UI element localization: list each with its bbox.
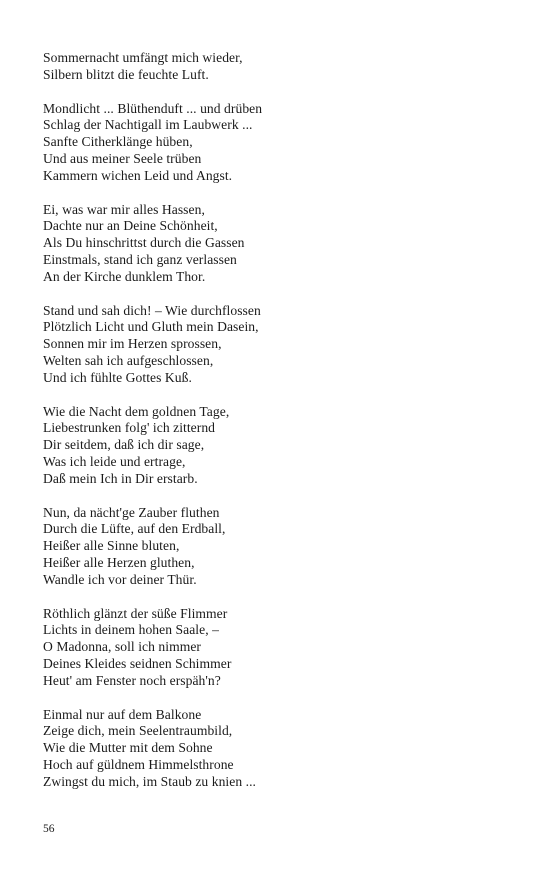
poem-line: Zwingst du mich, im Staub zu knien ...: [43, 773, 256, 789]
poem-line: Daß mein Ich in Dir erstarb.: [43, 470, 198, 486]
poem-line: Lichts in deinem hohen Saale, –: [43, 622, 219, 638]
poem-line: Silbern blitzt die feuchte Luft.: [43, 66, 209, 82]
poem-line: Durch die Lüfte, auf den Erdball,: [43, 521, 226, 537]
poem-line: Was ich leide und ertrage,: [43, 453, 186, 469]
poem-line: Liebestrunken folg' ich zitternd: [43, 420, 216, 436]
poem-line: Nun, da nächt'ge Zauber fluthen: [43, 504, 220, 520]
poem-line: Plötzlich Licht und Gluth mein Dasein,: [43, 319, 259, 335]
poem-line: Ei, was war mir alles Hassen,: [43, 201, 205, 217]
stanza-2: [43, 101, 513, 185]
poem-line: O Madonna, soll ich nimmer: [43, 639, 201, 655]
poem-line: Sonnen mir im Herzen sprossen,: [43, 336, 222, 352]
poem-line: Sommernacht umfängt mich wieder,: [43, 50, 243, 65]
poem-line: Heißer alle Sinne bluten,: [43, 538, 180, 554]
stanza-1: [43, 50, 513, 84]
poem-line: Und aus meiner Seele trüben: [43, 150, 202, 166]
stanza-4: [43, 303, 513, 387]
poem-line: Deines Kleides seidnen Schimmer: [43, 655, 232, 671]
poem-line: Wandle ich vor deiner Thür.: [43, 571, 197, 587]
poem-line: Als Du hinschrittst durch die Gassen: [43, 235, 245, 251]
stanza-5: [43, 404, 513, 488]
poem-line: Hoch auf güldnem Himmelsthrone: [43, 756, 234, 772]
stanza-6: [43, 505, 513, 589]
stanza-8: [43, 707, 513, 791]
poem-line: Einmal nur auf dem Balkone: [43, 706, 202, 722]
stanza-3: [43, 202, 513, 286]
poem-line: Röthlich glänzt der süße Flimmer: [43, 605, 228, 621]
poem-line: Schlag der Nachtigall im Laubwerk ...: [43, 117, 253, 133]
page-number: 56: [43, 823, 55, 835]
poem-line: Dir seitdem, daß ich dir sage,: [43, 437, 205, 453]
poem-line: Wie die Mutter mit dem Sohne: [43, 740, 213, 756]
poem-line: Sanfte Citherklänge hüben,: [43, 134, 193, 150]
poem-line: Stand und sah dich! – Wie durchflossen: [43, 302, 261, 318]
stanza-7: [43, 606, 513, 690]
poem-body: [43, 50, 513, 807]
poem-line: Heut' am Fenster noch erspäh'n?: [43, 672, 221, 688]
poem-line: Zeige dich, mein Seelentraumbild,: [43, 723, 233, 739]
poem-line: An der Kirche dunklem Thor.: [43, 268, 206, 284]
poem-line: Kammern wichen Leid und Angst.: [43, 167, 233, 183]
poem-line: Dachte nur an Deine Schönheit,: [43, 218, 218, 234]
poem-line: Welten sah ich aufgeschlossen,: [43, 352, 214, 368]
poem-line: Wie die Nacht dem goldnen Tage,: [43, 403, 230, 419]
poem-line: Einstmals, stand ich ganz verlassen: [43, 251, 237, 267]
poem-line: Und ich fühlte Gottes Kuß.: [43, 369, 192, 385]
poem-line: Heißer alle Herzen gluthen,: [43, 554, 195, 570]
poem-line: Mondlicht ... Blüthenduft ... und drüben: [43, 100, 263, 116]
